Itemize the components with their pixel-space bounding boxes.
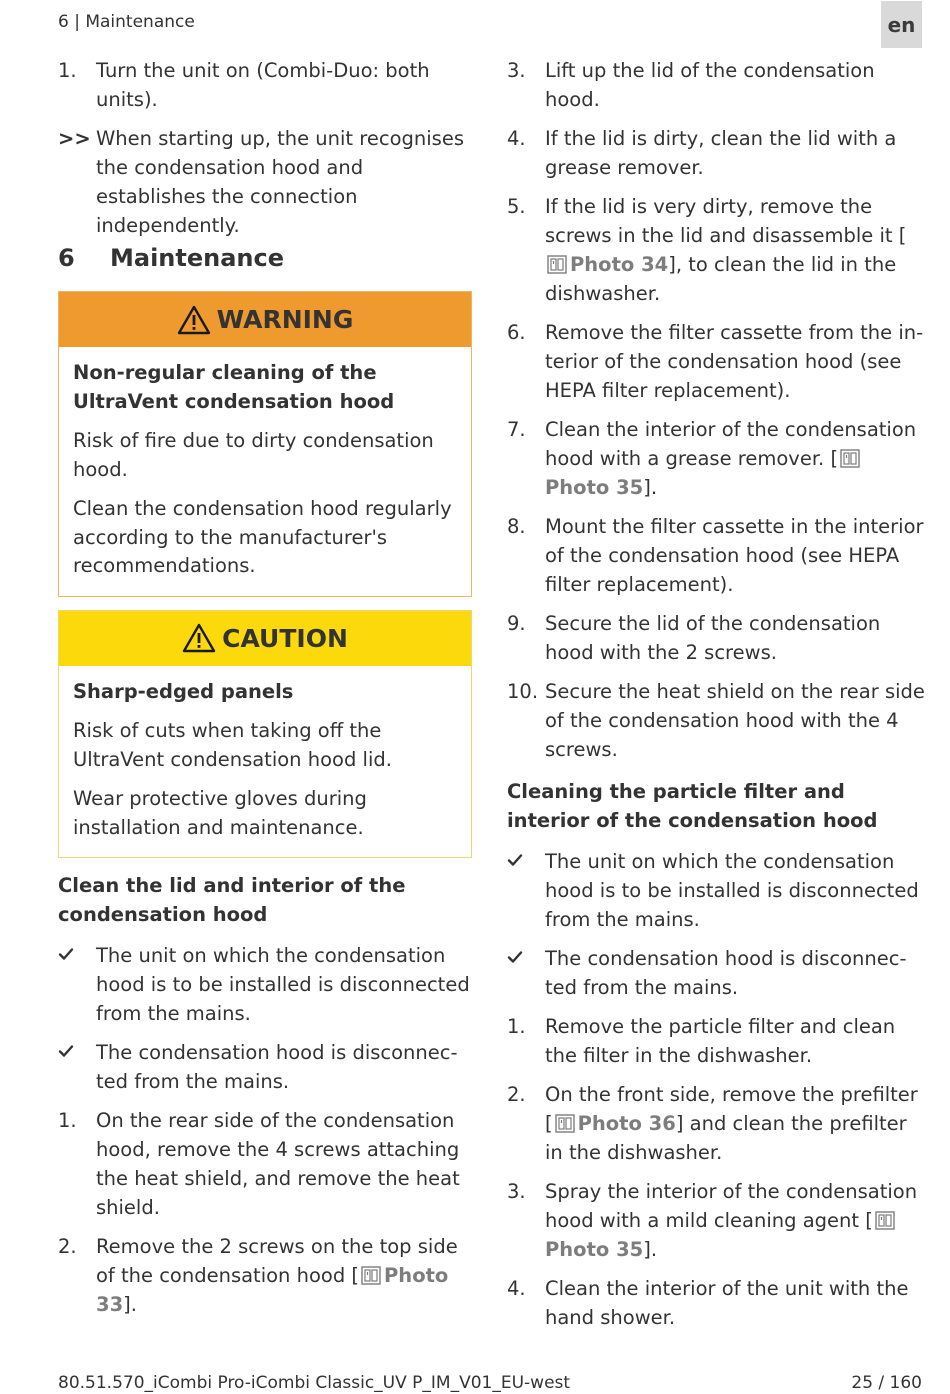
step-text: Spray the interior of the condensation hood with a mild cleaning agent	[545, 1180, 918, 1232]
step-number: 4.	[507, 127, 526, 150]
list-item: 2. On the front side, remove the prefilter [ Photo 36] and clean the prefilter in the dishwasher.	[507, 1080, 925, 1167]
step-text: If the lid is very dirty, remove the screws in the lid and disassemble it	[545, 195, 893, 247]
list-item: 5. If the lid is very dirty, remove the screws in the lid and disassemble it [Photo 34], to clean the lid in the dishwasher.	[507, 192, 925, 308]
caution-box	[58, 610, 472, 859]
section-number: 6	[58, 244, 75, 272]
caution-risk: Risk of cuts when taking off the UltraVent condensation hood lid.	[73, 719, 392, 771]
right-column	[507, 56, 925, 1342]
page-header-section: 6 | Maintenance	[58, 12, 195, 32]
subheading: Clean the lid and interior of the condensation hood	[58, 874, 406, 926]
prerequisite-item	[507, 847, 925, 934]
warning-triangle-icon	[177, 305, 211, 335]
list-item	[507, 1012, 925, 1070]
list-item: 7. Clean the interior of the condensation hood with a grease remover. [Photo 35].	[507, 415, 925, 502]
list-item	[507, 1274, 925, 1332]
step-number: 6.	[507, 321, 526, 344]
list-item	[507, 609, 925, 667]
prerequisite-text: The condensation hood is disconnec-ted from the mains.	[545, 947, 907, 999]
check-icon	[507, 944, 523, 973]
step-text: Secure the lid of the condensation hood with the 2 screws.	[545, 612, 881, 664]
warning-box	[58, 291, 472, 597]
photo-icon	[840, 449, 860, 468]
caution-label: CAUTION	[222, 623, 348, 653]
step-text: Turn the unit on (Combi-Duo: both units).	[96, 59, 430, 111]
step-number: 2.	[58, 1235, 77, 1258]
step-text: Lift up the lid of the condensation hood.	[545, 59, 875, 111]
caution-action: Wear protective gloves during installation and maintenance.	[73, 787, 367, 839]
step-number: 10.	[507, 680, 539, 703]
step-text: Clean the interior of the unit with the hand shower.	[545, 1277, 909, 1329]
step-number: 3.	[507, 1180, 526, 1203]
step-number: 9.	[507, 612, 526, 635]
step-text: Clean the interior of the condensation hood with a grease remover.	[545, 418, 917, 470]
step-number: 1.	[58, 1109, 77, 1132]
photo-icon	[555, 1114, 575, 1133]
list-item: 2. Remove the 2 screws on the top side of the condensation hood [ Photo 33].	[58, 1232, 472, 1319]
left-column	[58, 56, 472, 1329]
warning-title: Non-regular cleaning of the UltraVent condensation hood	[73, 361, 395, 413]
photo-link[interactable]: Photo 35	[545, 476, 644, 499]
step-text: If the lid is dirty, clean the lid with a grease remover.	[545, 127, 897, 179]
check-icon	[58, 1038, 74, 1067]
step-text-after: , to clean the lid in the dishwasher.	[545, 253, 897, 305]
step-number: 3.	[507, 59, 526, 82]
step-text: Remove the filter cassette from the in-terior of the condensation hood (see HEPA filter replacement).	[545, 321, 924, 402]
step-text: Secure the heat shield on the rear side of the condensation hood with the 4 screws.	[545, 680, 925, 761]
warning-body	[59, 347, 471, 596]
caution-title: Sharp-edged panels	[73, 679, 294, 703]
list-item	[507, 677, 925, 764]
list-item	[58, 56, 472, 114]
prerequisite-item	[507, 944, 925, 1002]
footer-page-number: 25 / 160	[851, 1373, 922, 1393]
warning-action: Clean the condensation hood regularly according to the manufacturer's recommendations.	[73, 497, 452, 577]
caution-header	[59, 611, 471, 666]
photo-icon	[361, 1266, 381, 1285]
list-item	[507, 318, 925, 405]
photo-link[interactable]: Photo 33	[96, 1264, 449, 1316]
subheading: Cleaning the particle filter and interior of the condensation hood	[507, 780, 878, 832]
photo-link[interactable]: Photo 36	[577, 1112, 676, 1135]
step-number: 2.	[507, 1083, 526, 1106]
check-icon	[507, 847, 523, 876]
step-number: 1.	[507, 1015, 526, 1038]
prerequisite-text: The unit on which the condensation hood is to be installed is disconnected from the mains.	[96, 944, 470, 1025]
list-item	[507, 124, 925, 182]
step-text: Remove the 2 screws on the top side of the condensation hood	[96, 1235, 458, 1287]
warning-label: WARNING	[216, 305, 354, 334]
step-text: On the rear side of the condensation hood, remove the 4 screws attaching the heat shield, and remove the heat shield.	[96, 1109, 460, 1219]
step-number: 8.	[507, 515, 526, 538]
footer-doc-id: 80.51.570_iCombi Pro-iCombi Classic_UV P_IM_V01_EU-west	[58, 1373, 571, 1393]
prerequisite-item	[58, 1038, 472, 1096]
prerequisite-item	[58, 941, 472, 1028]
result-item	[58, 124, 472, 240]
photo-icon	[875, 1211, 895, 1230]
prerequisite-text: The unit on which the condensation hood is to be installed is disconnected from the mains.	[545, 850, 919, 931]
step-number: 5.	[507, 195, 526, 218]
step-text: Mount the filter cassette in the interior of the condensation hood (see HEPA filter replacement).	[545, 515, 924, 596]
result-marker: >>	[58, 127, 91, 150]
step-number: 1.	[58, 59, 77, 82]
caution-body	[59, 666, 471, 858]
list-item	[507, 512, 925, 599]
check-icon	[58, 941, 74, 970]
photo-link[interactable]: Photo 35	[545, 1238, 644, 1261]
photo-link[interactable]: Photo 34	[570, 253, 669, 276]
step-number: 7.	[507, 418, 526, 441]
section-title: Maintenance	[110, 244, 285, 272]
list-item	[507, 56, 925, 114]
photo-icon	[547, 255, 567, 274]
warning-header	[59, 292, 471, 347]
step-text: On the front side, remove the prefilter	[545, 1083, 918, 1106]
result-text: When starting up, the unit recognises the condensation hood and establishes the connection independently.	[96, 127, 464, 237]
step-text: Remove the particle filter and clean the filter in the dishwasher.	[545, 1015, 896, 1067]
list-item	[58, 1106, 472, 1222]
step-number: 4.	[507, 1277, 526, 1300]
section-heading	[58, 243, 472, 273]
language-badge: en	[881, 1, 922, 48]
step-text-after: and clean the prefilter in the dishwasher.	[545, 1112, 907, 1164]
warning-triangle-icon	[182, 623, 216, 653]
prerequisite-text: The condensation hood is disconnec-ted from the mains.	[96, 1041, 458, 1093]
list-item: 3. Spray the interior of the condensation hood with a mild cleaning agent [Photo 35].	[507, 1177, 925, 1264]
warning-risk: Risk of fire due to dirty condensation hood.	[73, 429, 434, 481]
